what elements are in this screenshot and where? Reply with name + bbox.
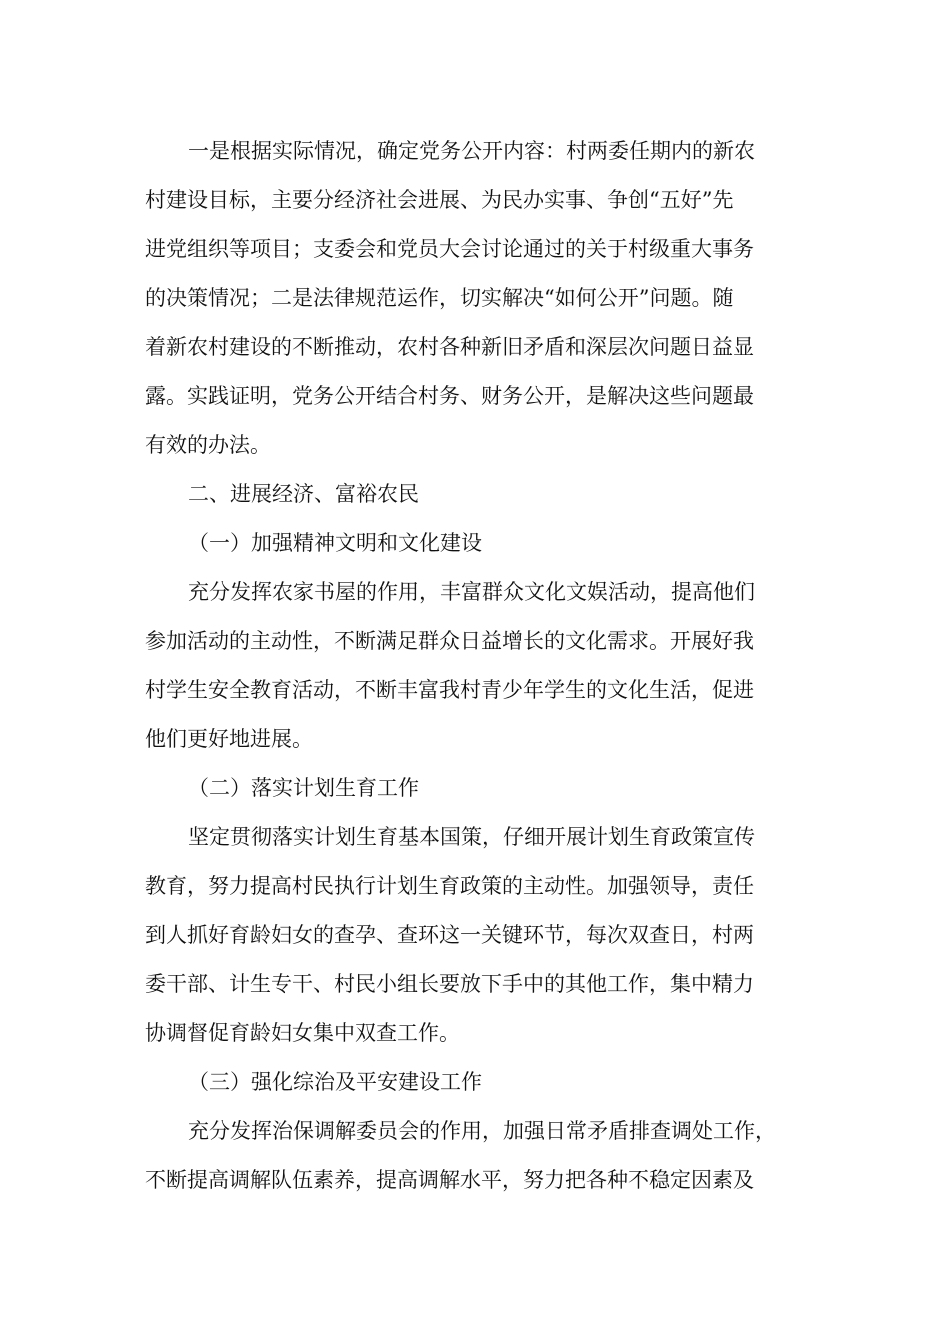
paragraph-line: 他们更好地进展。 (145, 727, 313, 751)
section-heading: 二、进展经济、富裕农民 (188, 482, 419, 506)
paragraph-line: 协调督促育龄妇女集中双查工作。 (145, 1021, 460, 1045)
paragraph-line: 一是根据实际情况，确定党务公开内容：村两委任期内的新农 (188, 139, 755, 163)
paragraph-line: 充分发挥农家书屋的作用，丰富群众文化文娱活动，提高他们 (188, 580, 755, 604)
subsection-heading: （二）落实计划生育工作 (188, 776, 419, 800)
paragraph-line: 着新农村建设的不断推动，农村各种新旧矛盾和深层次问题日益显 (145, 335, 754, 359)
paragraph-line: 村建设目标，主要分经济社会进展、为民办实事、争创“五好”先 (145, 188, 734, 212)
subsection-heading: （一）加强精神文明和文化建设 (188, 531, 482, 555)
paragraph-line: 到人抓好育龄妇女的查孕、查环这一关键环节，每次双查日，村两 (145, 923, 754, 947)
paragraph-line: 坚定贯彻落实计划生育基本国策，仔细开展计划生育政策宣传 (188, 825, 755, 849)
paragraph-line: 露。实践证明，党务公开结合村务、财务公开，是解决这些问题最 (145, 384, 754, 408)
paragraph-line: 委干部、计生专干、村民小组长要放下手中的其他工作，集中精力 (145, 972, 754, 996)
paragraph-line: 参加活动的主动性，不断满足群众日益增长的文化需求。开展好我 (145, 629, 754, 653)
paragraph-line: 村学生安全教育活动，不断丰富我村青少年学生的文化生活，促进 (145, 678, 754, 702)
paragraph-line: 的决策情况；二是法律规范运作，切实解决“如何公开”问题。随 (145, 286, 734, 310)
paragraph-line: 进党组织等项目；支委会和党员大会讨论通过的关于村级重大事务 (145, 237, 754, 261)
paragraph-line: 教育，努力提高村民执行计划生育政策的主动性。加强领导，责任 (145, 874, 754, 898)
paragraph-line: 不断提高调解队伍素养，提高调解水平，努力把各种不稳定因素及 (145, 1168, 754, 1192)
document-page (145, 127, 807, 1205)
paragraph-line: 有效的办法。 (145, 433, 271, 457)
paragraph-line: 充分发挥治保调解委员会的作用，加强日常矛盾排查调处工作， (188, 1119, 776, 1143)
subsection-heading: （三）强化综治及平安建设工作 (188, 1070, 482, 1094)
